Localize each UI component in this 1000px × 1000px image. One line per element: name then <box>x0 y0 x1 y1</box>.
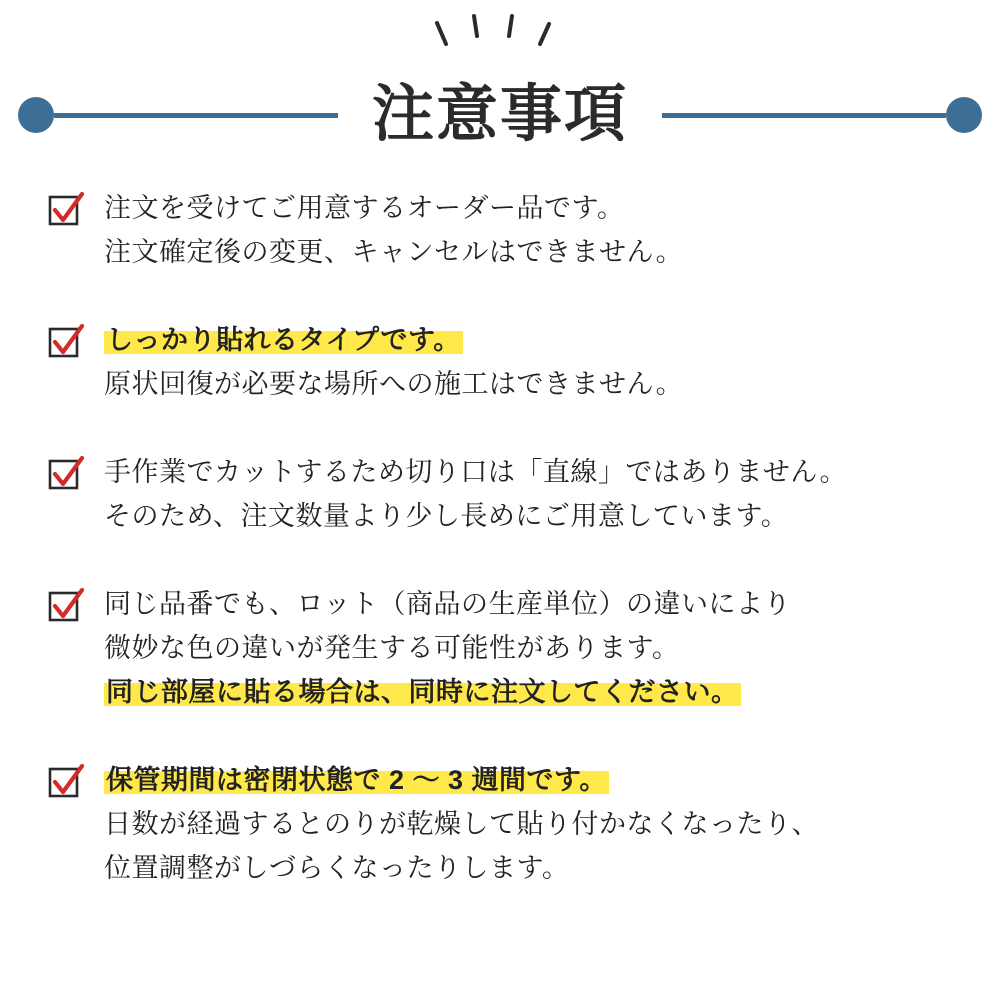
list-item-text <box>104 582 958 714</box>
title-rule-right <box>662 97 982 133</box>
checkbox-checked-icon <box>48 324 84 360</box>
checkbox-checked-icon <box>48 456 84 492</box>
highlighted-note-text: 保管期間は密閉状態で 2 ～ 3 週間です。 <box>106 765 607 795</box>
list-item-text <box>104 758 958 890</box>
note-line <box>104 230 958 274</box>
note-line <box>104 758 958 802</box>
list-item <box>48 450 958 538</box>
rule-dot-left <box>18 97 54 133</box>
list-item <box>48 186 958 274</box>
note-line <box>104 802 958 846</box>
checkbox-checked-icon <box>48 588 84 624</box>
note-line <box>104 362 958 406</box>
note-text: 位置調整がしづらくなったりします。 <box>104 853 570 883</box>
page-header <box>0 0 1000 170</box>
list-item-text <box>104 318 958 406</box>
note-text: 微妙な色の違いが発生する可能性があります。 <box>104 633 680 663</box>
list-item <box>48 318 958 406</box>
note-text: 注文確定後の変更、キャンセルはできません。 <box>104 237 684 267</box>
highlighted-note-text: 同じ部屋に貼る場合は、同時に注文してください。 <box>106 677 739 707</box>
note-text: 同じ品番でも、ロット（商品の生産単位）の違いにより <box>104 589 791 619</box>
page-title: 注意事項 <box>372 80 629 149</box>
sparkle-lines-icon <box>0 14 1000 64</box>
rule-line-right <box>662 113 946 118</box>
note-text: 注文を受けてご用意するオーダー品です。 <box>104 193 625 223</box>
note-line <box>104 846 958 890</box>
note-text: そのため、注文数量より少し長めにご用意しています。 <box>104 501 789 531</box>
note-line <box>104 494 958 538</box>
checkbox-checked-icon <box>48 764 84 800</box>
note-text: 手作業でカットするため切り口は「直線」ではありません。 <box>104 457 848 487</box>
note-line <box>104 186 958 230</box>
note-text: 日数が経過するとのりが乾燥して貼り付かなくなったり、 <box>104 809 819 839</box>
note-text: 原状回復が必要な場所への施工はできません。 <box>104 369 684 399</box>
title-row <box>0 72 1000 158</box>
checkbox-checked-icon <box>48 192 84 228</box>
list-item <box>48 582 958 714</box>
note-line <box>104 582 958 626</box>
note-line <box>104 450 958 494</box>
highlighted-note-text: しっかり貼れるタイプです。 <box>106 325 461 355</box>
note-line <box>104 626 958 670</box>
rule-dot-right <box>946 97 982 133</box>
note-line <box>104 318 958 362</box>
list-item-text <box>104 450 958 538</box>
note-line <box>104 670 958 714</box>
list-item <box>48 758 958 890</box>
rule-line-left <box>54 113 338 118</box>
notes-list <box>48 186 958 890</box>
list-item-text <box>104 186 958 274</box>
title-rule-left <box>18 97 338 133</box>
